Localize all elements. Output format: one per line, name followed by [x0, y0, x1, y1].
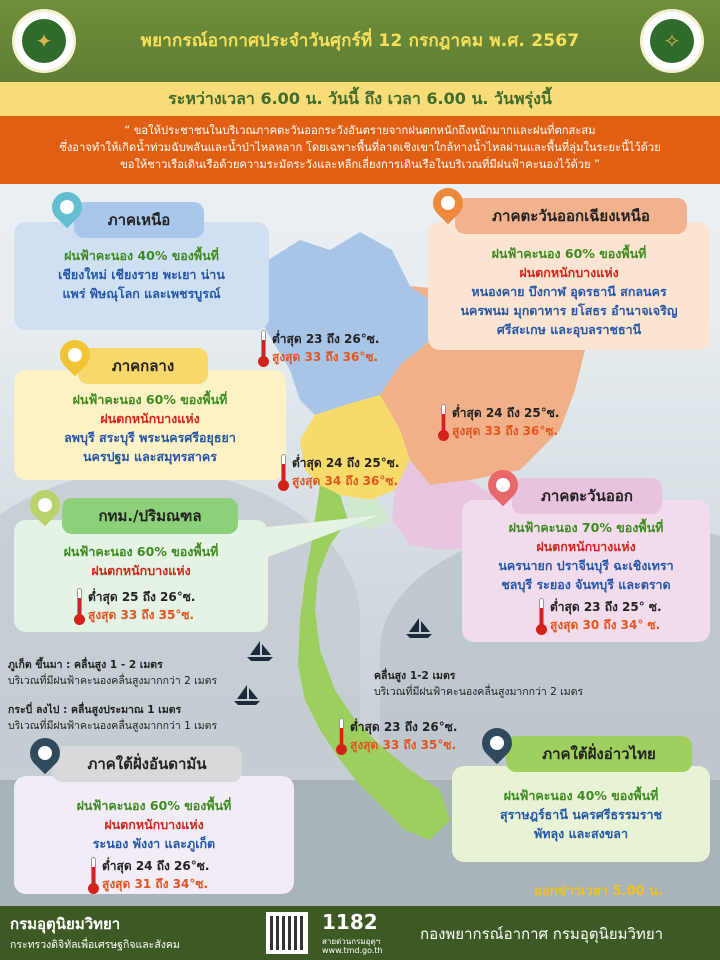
north-rain: ฝนฟ้าคะนอง 40% ของพื้นที่ — [64, 248, 219, 263]
wave-detail: บริเวณที่มีฝนฟ้าคะนองคลื่นสูงมากกว่า 2 เมตร — [8, 675, 218, 687]
northeast-provinces: ศรีสะเกษ และอุบลราชธานี — [496, 322, 642, 337]
wave-title: คลื่นสูง 1-2 เมตร — [374, 670, 456, 682]
andaman-low: ต่ำสุด 24 ถึง 26°ซ. — [102, 859, 210, 873]
andaman-high: สูงสุด 31 ถึง 34°ซ. — [102, 877, 209, 891]
hotline-label: สายด่วนกรมอุตุฯ — [322, 937, 381, 946]
south-temp — [336, 718, 457, 754]
thermometer-icon — [258, 330, 268, 366]
northeast-tag: ภาคตะวันออกเฉียงเหนือ — [455, 198, 687, 234]
thermometer-icon — [278, 454, 288, 490]
east-tag: ภาคตะวันออก — [512, 478, 662, 514]
gulf-provinces: พัทลุง และสงขลา — [534, 826, 628, 841]
wave-detail: บริเวณที่มีฝนฟ้าคะนองคลื่นสูงมากกว่า 2 เมตร — [374, 686, 584, 698]
central-high: สูงสุด 34 ถึง 36°ซ. — [292, 474, 399, 488]
warning-line: ซึ่งอาจทำให้เกิดน้ำท่วมฉับพลันและน้ำป่าไหลหลาก โดยเฉพาะพื้นที่ลาดเชิงเขาใกล้ทางน้ำไหลผ่านและพื้นที่ลุ่มในระยะนี้ไว้ด้วย — [59, 141, 661, 154]
east-high: สูงสุด 30 ถึง 34° ซ. — [550, 618, 661, 632]
footer-division: กองพยากรณ์อากาศ กรมอุตุนิยมวิทยา — [420, 925, 664, 943]
thermometer-icon — [74, 588, 84, 624]
central-provinces: นครปฐม และสมุทรสาคร — [82, 449, 218, 464]
boat-icon — [232, 684, 262, 706]
central-box — [14, 370, 286, 480]
boat-icon — [404, 617, 434, 639]
gulf-box — [452, 766, 710, 862]
andaman-temp — [88, 857, 282, 893]
central-rain: ฝนฟ้าคะนอง 60% ของพื้นที่ — [72, 392, 228, 407]
boat-icon — [245, 640, 275, 662]
east-temp — [536, 598, 698, 634]
warning-line: “ ขอให้ประชาชนในบริเวณภาคตะวันออกระวังอันตรายจากฝนตกหนักถึงหนักมากและฝนที่ตกสะสม — [124, 124, 596, 137]
emblem-icon: ✦ — [22, 19, 66, 63]
northeast-low: ต่ำสุด 24 ถึง 25°ซ. — [452, 406, 560, 420]
bangkok-box — [14, 520, 268, 632]
bangkok-heavy: ฝนตกหนักบางแห่ง — [91, 563, 191, 578]
warning-line: ขอให้ชาวเรือเดินเรือด้วยความระมัดระวังและหลีกเลี่ยงการเดินเรือในบริเวณที่มีฝนฟ้าคะนองไว้ด้วย ” — [120, 158, 600, 171]
wave-title: กระบี่ ลงไป : คลื่นสูงประมาณ 1 เมตร — [8, 704, 182, 716]
central-tag: ภาคกลาง — [78, 348, 208, 384]
northeast-box — [428, 222, 710, 350]
central-temp — [278, 454, 399, 490]
page-title: พยากรณ์อากาศประจำวันศุกร์ที่ 12 กรกฎาคม พ.ศ. 2567 — [140, 31, 580, 51]
east-low: ต่ำสุด 23 ถึง 25° ซ. — [550, 600, 662, 614]
northeast-provinces: นครพนม มุกดาหาร ยโสธร อำนาจเจริญ — [460, 303, 678, 318]
footer — [0, 906, 720, 960]
qr-code-icon — [266, 912, 308, 954]
thermometer-icon — [536, 598, 546, 634]
website[interactable]: www.tmd.go.th — [322, 946, 383, 955]
andaman-rain: ฝนฟ้าคะนอง 60% ของพื้นที่ — [76, 798, 232, 813]
northeast-rain: ฝนฟ้าคะนอง 60% ของพื้นที่ — [491, 246, 647, 261]
northeast-heavy: ฝนตกหนักบางแห่ง — [519, 265, 619, 280]
thermometer-icon — [88, 857, 98, 893]
east-heavy: ฝนตกหนักบางแห่ง — [536, 539, 636, 554]
thermometer-icon — [438, 404, 448, 440]
wave-andaman-north — [8, 657, 217, 689]
gulf-tag: ภาคใต้ฝั่งอ่าวไทย — [506, 736, 692, 772]
central-low: ต่ำสุด 24 ถึง 25°ซ. — [292, 456, 400, 470]
bangkok-tag: กทม./ปริมณฑล — [62, 498, 238, 534]
bangkok-high: สูงสุด 33 ถึง 35°ซ. — [88, 608, 195, 622]
east-provinces: ชลบุรี ระยอง จันทบุรี และตราด — [501, 577, 671, 592]
wave-detail: บริเวณที่มีฝนฟ้าคะนองคลื่นสูงมากกว่า 1 เมตร — [8, 720, 218, 732]
north-tag: ภาคเหนือ — [74, 202, 204, 238]
bangkok-rain: ฝนฟ้าคะนอง 60% ของพื้นที่ — [63, 544, 219, 559]
northeast-temp — [438, 404, 559, 440]
wave-gulf — [374, 668, 583, 700]
wave-title: ภูเก็ต ขึ้นมา : คลื่นสูง 1 - 2 เมตร — [8, 659, 163, 671]
gulf-rain: ฝนฟ้าคะนอง 40% ของพื้นที่ — [503, 788, 659, 803]
east-box — [462, 500, 710, 642]
northeast-high: สูงสุด 33 ถึง 36°ซ. — [452, 424, 559, 438]
south-low: ต่ำสุด 23 ถึง 26°ซ. — [350, 720, 458, 734]
east-provinces: นครนายก ปราจีนบุรี ฉะเชิงเทรา — [498, 558, 674, 573]
north-low: ต่ำสุด 23 ถึง 26°ซ. — [272, 332, 380, 346]
andaman-tag: ภาคใต้ฝั่งอันดามัน — [52, 746, 242, 782]
south-high: สูงสุด 33 ถึง 35°ซ. — [350, 738, 457, 752]
tmd-emblem-icon: ✧ — [650, 19, 694, 63]
hotline: 1182 — [322, 910, 378, 934]
wave-andaman-south — [8, 702, 217, 734]
north-high: สูงสุด 33 ถึง 36°ซ. — [272, 350, 379, 364]
footer-dept: กรมอุตุนิยมวิทยา — [10, 915, 121, 933]
forecast-period: ระหว่างเวลา 6.00 น. วันนี้ ถึง เวลา 6.00 น. วันพรุ่งนี้ — [0, 82, 720, 116]
andaman-heavy: ฝนตกหนักบางแห่ง — [104, 817, 204, 832]
north-box — [14, 222, 269, 330]
issued-time: ออกข่าวเวลา 5.00 น. — [534, 884, 663, 899]
andaman-provinces: ระนอง พังงา และภูเก็ต — [92, 836, 216, 851]
bangkok-temp — [74, 588, 256, 624]
north-provinces: เชียงใหม่ เชียงราย พะเยา น่าน — [58, 267, 225, 282]
central-provinces: ลพบุรี สระบุรี พระนครศรีอยุธยา — [64, 430, 236, 445]
east-rain: ฝนฟ้าคะนอง 70% ของพื้นที่ — [508, 520, 664, 535]
thermometer-icon — [336, 718, 346, 754]
footer-ministry: กระทรวงดิจิทัลเพื่อเศรษฐกิจและสังคม — [10, 939, 180, 951]
central-heavy: ฝนตกหนักบางแห่ง — [100, 411, 200, 426]
bangkok-low: ต่ำสุด 25 ถึง 26°ซ. — [88, 590, 196, 604]
north-temp — [258, 330, 379, 366]
north-provinces: แพร่ พิษณุโลก และเพชรบูรณ์ — [62, 286, 221, 301]
andaman-box — [14, 776, 294, 894]
gulf-provinces: สุราษฎร์ธานี นครศรีธรรมราช — [499, 807, 663, 822]
northeast-provinces: หนองคาย บึงกาฬ อุดรธานี สกลนคร — [471, 284, 667, 299]
